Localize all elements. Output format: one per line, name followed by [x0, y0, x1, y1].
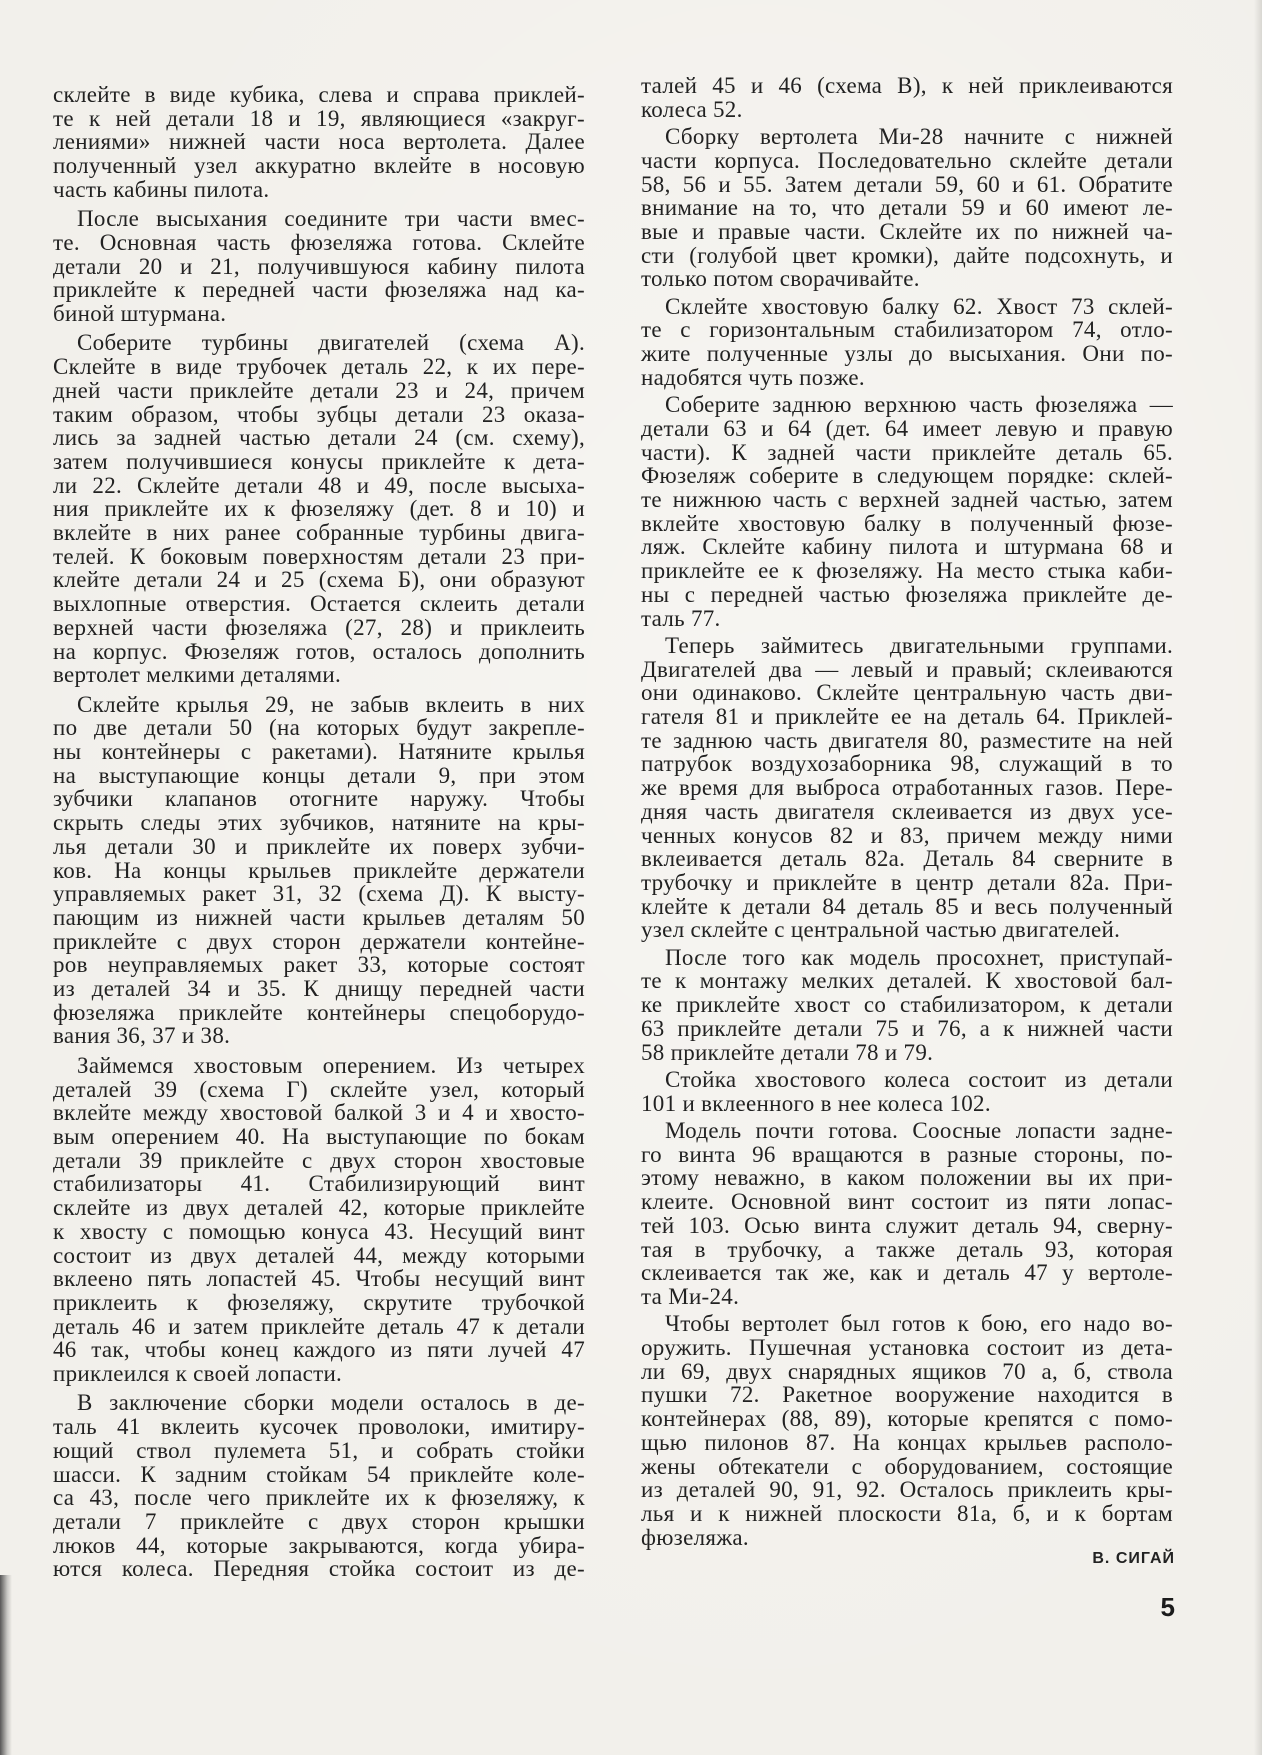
text-line: детали 39 приклейте с двух сторон хвостовые: [53, 1147, 585, 1173]
text-line: части корпуса. Последовательно склейте детали: [641, 147, 1173, 173]
text-line: затем получившиеся конусы приклейте к дета-: [53, 448, 585, 474]
text-line: жены обтекатели с оборудованием, состоящие: [641, 1453, 1173, 1479]
text-line: патрубок воздухозаборника 98, служащий в то: [641, 751, 1173, 777]
text-line: к хвосту с помощью конуса 43. Несущий винт: [53, 1218, 585, 1244]
paragraph: [53, 1054, 585, 1386]
text-line: дней части приклейте детали 23 и 24, причем: [53, 377, 585, 403]
text-line: Займемся хвостовым оперением. Из четырех: [77, 1052, 585, 1078]
text-line: 58, 56 и 55. Затем детали 59, 60 и 61. Обратите: [641, 171, 1173, 197]
text-line: жите полученные узлы до высыхания. Они по-: [641, 341, 1173, 367]
text-line: детали 63 и 64 (дет. 64 имеет левую и правую: [641, 415, 1173, 441]
text-line: Чтобы вертолет был готов к бою, его надо во-: [665, 1311, 1173, 1337]
text-line: люков 44, которые закрываются, когда убира-: [53, 1532, 585, 1558]
text-line: верхней части фюзеляжа (27, 28) и приклеить: [53, 614, 585, 640]
text-line: ны контейнеры с ракетами). Натяните крылья: [53, 739, 585, 765]
text-line: приклейте ее к фюзеляжу. На место стыка каби-: [641, 558, 1173, 584]
text-line: ли 69, двух снарядных ящиков 70 а, б, ствола: [641, 1358, 1173, 1384]
text-line: пающим из нижней части крыльев деталям 50: [53, 904, 585, 930]
text-line: вклейте в них ранее собранные турбины двига-: [53, 520, 585, 546]
text-line: 101 и вклеенного в нее колеса 102.: [641, 1090, 991, 1116]
text-line: Сборку вертолета Ми-28 начните с нижней: [665, 124, 1173, 150]
text-line: вые и правые части. Склейте их по нижней ча-: [641, 218, 1173, 244]
text-line: ров неуправляемых ракет 33, которые состоят: [53, 952, 585, 978]
paragraph: [53, 693, 585, 1049]
text-line: сти (голубой цвет кромки), дайте подсохнуть, и: [641, 242, 1173, 268]
text-line: вертолет мелкими деталями.: [53, 662, 342, 688]
text-line: вклеивается деталь 82а. Деталь 84 сверните в: [641, 846, 1173, 872]
text-line: таль 41 вклеить кусочек проволоки, имитиру-: [53, 1414, 585, 1440]
text-line: приклейте к передней части фюзеляжа над ка-: [53, 277, 585, 303]
text-line: Фюзеляж соберите в следующем порядке: склей-: [641, 463, 1173, 489]
text-line: Соберите турбины двигателей (схема А).: [77, 330, 585, 356]
text-line: вым оперением 40. На выступающие по бокам: [53, 1123, 585, 1149]
text-line: вклейте хвостовую балку в полученный фюзе-: [641, 510, 1173, 536]
column-left: [53, 83, 585, 1581]
text-line: они одинаково. Склейте центральную часть дви-: [641, 680, 1173, 706]
text-line: клейте к детали 84 деталь 85 и весь полученный: [641, 893, 1173, 919]
text-line: на корпус. Фюзеляж готов, осталось дополнить: [53, 638, 585, 664]
text-line: та Ми-24.: [641, 1283, 740, 1309]
text-line: ния приклейте их к фюзеляжу (дет. 8 и 10) и: [53, 496, 585, 522]
text-line: часть кабины пилота.: [53, 176, 270, 202]
paragraph: [53, 207, 585, 326]
text-line: фюзеляжа приклейте контейнеры спецоборудо-: [53, 999, 585, 1025]
text-line: гателя 81 и приклейте ее на деталь 64. Приклей-: [641, 704, 1173, 730]
text-line: те к монтажу мелких деталей. К хвостовой бал-: [641, 968, 1173, 994]
text-line: Теперь займитесь двигательными группами.: [665, 632, 1173, 658]
text-line: внимание на то, что детали 59 и 60 имеют ле-: [641, 195, 1173, 221]
scan-edge-shadow: [0, 1575, 12, 1755]
text-line: приклейте с двух сторон держатели контейне-: [53, 928, 585, 954]
text-line: те к ней детали 18 и 19, являющиеся «закруг-: [53, 105, 585, 131]
text-line: детали 7 приклейте с двух сторон крышки: [53, 1508, 585, 1534]
text-line: Склейте крылья 29, не забыв вклеить в них: [77, 691, 585, 717]
text-line: таким образом, чтобы зубцы детали 23 оказа-: [53, 401, 585, 427]
page-number: 5: [1160, 1592, 1175, 1622]
paragraph: [53, 331, 585, 687]
text-line: из деталей 90, 91, 92. Осталось приклеить кры-: [641, 1477, 1173, 1503]
text-line: фюзеляжа.: [641, 1524, 749, 1550]
paragraph: [641, 1119, 1173, 1309]
text-line: по две детали 50 (на которых будут закрепле-: [53, 715, 585, 741]
paragraph: [641, 634, 1173, 942]
text-line: вания 36, 37 и 38.: [53, 1023, 231, 1049]
text-line: Двигателей два — левый и правый; склеиваются: [641, 656, 1173, 682]
text-line: 46 так, чтобы конец каждого из пяти лучей 47: [53, 1337, 585, 1363]
text-line: лениями» нижней части носа вертолета. Далее: [53, 129, 585, 155]
paragraph: [641, 946, 1173, 1065]
text-line: полученный узел аккуратно вклейте в носовую: [53, 153, 585, 179]
text-line: на выступающие концы детали 9, при этом: [53, 762, 585, 788]
paragraph: [641, 1068, 1173, 1115]
text-line: выхлопные отверстия. Остается склеить детали: [53, 591, 585, 617]
scan-right-edge-shadow: [1254, 0, 1262, 1755]
text-line: вклеено пять лопастей 45. Чтобы несущий винт: [53, 1266, 585, 1292]
text-line: зубчики клапанов отогните наружу. Чтобы: [53, 786, 585, 812]
text-line: Стойка хвостового колеса состоит из детали: [665, 1066, 1173, 1092]
author-byline: В. СИГАЙ: [1092, 1550, 1175, 1567]
text-line: таль 77.: [641, 605, 721, 631]
text-line: лья и к нижней плоскости 81а, б, и к бортам: [641, 1500, 1173, 1526]
text-line: склейте в виде кубика, слева и справа приклей-: [53, 82, 585, 107]
text-line: После высыхания соедините три части вмес-: [77, 206, 585, 232]
text-line: управляемых ракет 31, 32 (схема Д). К высту-: [53, 881, 585, 907]
text-line: стабилизаторы 41. Стабилизирующий винт: [53, 1171, 585, 1197]
text-line: талей 45 и 46 (схема В), к ней приклеиваются: [641, 73, 1173, 98]
text-line: скрыть следы этих зубчиков, натяните на кры-: [53, 810, 585, 836]
text-line: те. Основная часть фюзеляжа готова. Склейте: [53, 229, 585, 255]
text-line: контейнерах (88, 89), которые крепятся с помо-: [641, 1406, 1173, 1432]
text-line: приклеился к своей лопасти.: [53, 1361, 343, 1387]
paragraph: [641, 1312, 1173, 1549]
text-line: дняя часть двигателя склеивается из двух усе-: [641, 798, 1173, 824]
text-line: деталей 39 (схема Г) склейте узел, который: [53, 1076, 585, 1102]
text-line: этому неважно, в каком положении вы их при-: [641, 1165, 1173, 1191]
text-line: трубочку и приклейте в центр детали 82а. При-: [641, 869, 1173, 895]
text-line: те заднюю часть двигателя 80, разместите на ней: [641, 727, 1173, 753]
text-line: ются колеса. Передняя стойка состоит из де-: [53, 1556, 585, 1582]
paragraph: [641, 74, 1173, 121]
text-line: тей 103. Осью винта служит деталь 94, сверну-: [641, 1212, 1173, 1238]
text-line: Склейте в виде трубочек деталь 22, к их пере-: [53, 354, 585, 380]
paragraph: [641, 125, 1173, 291]
text-line: ков. На концы крыльев приклейте держатели: [53, 857, 585, 883]
text-line: узел склейте с центральной частью двигателей.: [641, 917, 1121, 943]
text-line: ченных конусов 82 и 83, причем между ними: [641, 822, 1173, 848]
text-line: Склейте хвостовую балку 62. Хвост 73 склей-: [665, 293, 1173, 319]
column-right: [641, 74, 1173, 1549]
text-line: части). К задней части приклейте деталь 65.: [641, 439, 1173, 465]
text-line: щью пилонов 87. На концах крыльев располо-: [641, 1429, 1173, 1455]
text-line: пушки 72. Ракетное вооружение находится в: [641, 1382, 1173, 1408]
text-line: лья детали 30 и приклейте их поверх зубчи-: [53, 833, 585, 859]
text-line: склейте из двух деталей 42, которые приклейте: [53, 1195, 585, 1221]
text-line: ли 22. Склейте детали 48 и 49, после высыха-: [53, 472, 585, 498]
text-line: ке приклейте хвост со стабилизатором, к детали: [641, 992, 1173, 1018]
text-line: только потом сворачивайте.: [641, 266, 920, 292]
text-line: лись за задней частью детали 24 (см. схему),: [53, 425, 585, 451]
paragraph: [53, 1391, 585, 1581]
text-line: из деталей 34 и 35. К днищу передней части: [53, 976, 585, 1002]
text-line: клеите. Основной винт состоит из пяти лопас-: [641, 1189, 1173, 1215]
text-line: вклейте между хвостовой балкой 3 и 4 и хвосто-: [53, 1100, 585, 1126]
text-line: оружить. Пушечная установка состоит из дета-: [641, 1335, 1173, 1361]
text-line: клейте детали 24 и 25 (схема Б), они образуют: [53, 567, 585, 593]
text-line: 58 приклейте детали 78 и 79.: [641, 1039, 934, 1065]
text-line: Модель почти готова. Соосные лопасти задне-: [665, 1118, 1173, 1144]
text-line: биной штурмана.: [53, 301, 227, 327]
paragraph: [641, 393, 1173, 630]
text-line: надобятся чуть позже.: [641, 364, 865, 390]
text-line: состоит из двух деталей 44, между которыми: [53, 1242, 585, 1268]
text-line: детали 20 и 21, получившуюся кабину пилота: [53, 253, 585, 279]
paragraph: [53, 83, 585, 202]
text-line: же время для выброса отработанных газов. Пере-: [641, 775, 1173, 801]
text-line: телей. К боковым поверхностям детали 23 при-: [53, 543, 585, 569]
paragraph: [641, 295, 1173, 390]
text-line: те нижнюю часть с верхней задней частью, затем: [641, 487, 1173, 513]
text-line: те с горизонтальным стабилизатором 74, отло-: [641, 317, 1173, 343]
text-line: деталь 46 и затем приклейте деталь 47 к детали: [53, 1313, 585, 1339]
text-line: го винта 96 вращаются в разные стороны, по-: [641, 1141, 1173, 1167]
text-line: ны с передней частью фюзеляжа приклейте де-: [641, 581, 1173, 607]
text-line: шасси. К задним стойкам 54 приклейте коле-: [53, 1461, 585, 1487]
text-line: са 43, после чего приклейте их к фюзеляжу, к: [53, 1485, 585, 1511]
text-line: тая в трубочку, а также деталь 93, которая: [641, 1236, 1173, 1262]
text-line: 63 приклейте детали 75 и 76, а к нижней части: [641, 1015, 1173, 1041]
text-line: склеивается так же, как и деталь 47 у вертоле-: [641, 1260, 1173, 1286]
text-line: ющий ствол пулемета 51, и собрать стойки: [53, 1437, 585, 1463]
text-line: приклеить к фюзеляжу, скрутите трубочкой: [53, 1289, 585, 1315]
text-line: Соберите заднюю верхнюю часть фюзеляжа —: [665, 392, 1173, 418]
text-line: После того как модель просохнет, приступай-: [665, 944, 1173, 970]
text-line: колеса 52.: [641, 96, 743, 122]
text-line: В заключение сборки модели осталось в де-: [77, 1390, 585, 1416]
text-line: ляж. Склейте кабину пилота и штурмана 68 и: [641, 534, 1173, 560]
